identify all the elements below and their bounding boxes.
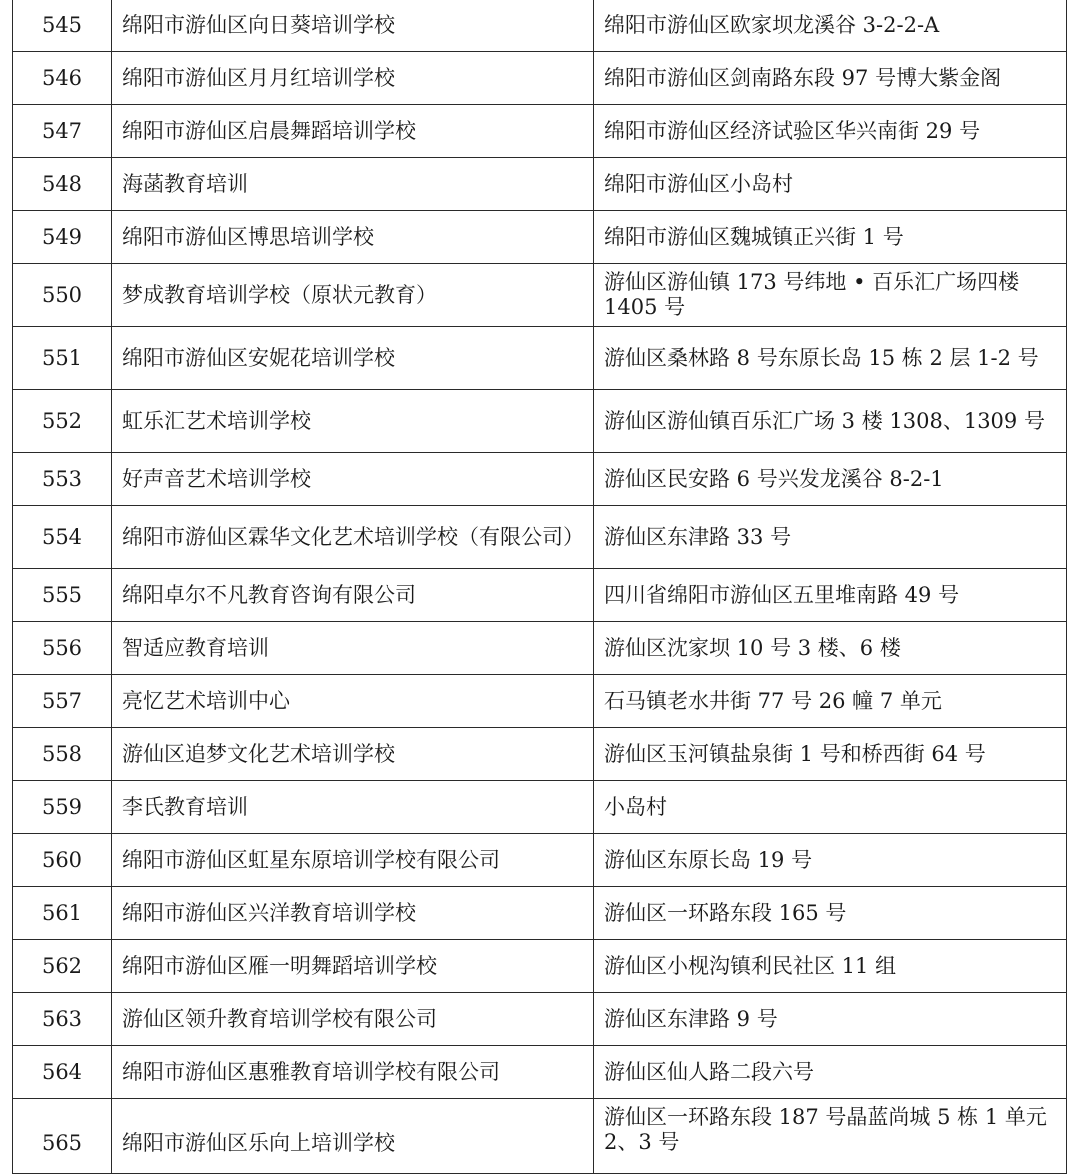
table-row [13,158,1067,211]
table-row [13,728,1067,781]
row-number: 555 [13,569,112,622]
institution-address: 游仙区东津路 9 号 [594,993,1067,1046]
row-number: 565 [13,1099,112,1174]
institution-table [12,0,1067,1174]
table-row [13,390,1067,453]
table-row [13,211,1067,264]
institution-name: 绵阳市游仙区乐向上培训学校 [112,1099,594,1174]
institution-address: 绵阳市游仙区魏城镇正兴街 1 号 [594,211,1067,264]
institution-address: 绵阳市游仙区小岛村 [594,158,1067,211]
row-number: 553 [13,453,112,506]
institution-name: 游仙区领升教育培训学校有限公司 [112,993,594,1046]
institution-name: 亮忆艺术培训中心 [112,675,594,728]
table-row [13,105,1067,158]
institution-address: 游仙区一环路东段 165 号 [594,887,1067,940]
institution-address: 小岛村 [594,781,1067,834]
row-number: 554 [13,506,112,569]
table-row [13,453,1067,506]
institution-address: 游仙区玉河镇盐泉街 1 号和桥西街 64 号 [594,728,1067,781]
table-row [13,887,1067,940]
table-row [13,52,1067,105]
institution-name: 绵阳市游仙区霖华文化艺术培训学校（有限公司） [112,506,594,569]
row-number: 558 [13,728,112,781]
institution-name: 游仙区追梦文化艺术培训学校 [112,728,594,781]
institution-name: 绵阳市游仙区博思培训学校 [112,211,594,264]
table-row [13,264,1067,327]
row-number: 557 [13,675,112,728]
row-number: 559 [13,781,112,834]
row-number: 547 [13,105,112,158]
institution-address: 游仙区沈家坝 10 号 3 楼、6 楼 [594,622,1067,675]
table-row [13,506,1067,569]
institution-name: 绵阳市游仙区安妮花培训学校 [112,327,594,390]
institution-address: 石马镇老水井街 77 号 26 幢 7 单元 [594,675,1067,728]
institution-address: 游仙区东津路 33 号 [594,506,1067,569]
table-row [13,675,1067,728]
institution-name: 绵阳市游仙区虹星东原培训学校有限公司 [112,834,594,887]
institution-address: 游仙区游仙镇 173 号纬地 • 百乐汇广场四楼 1405 号 [594,264,1067,327]
row-number: 551 [13,327,112,390]
institution-name: 海菡教育培训 [112,158,594,211]
institution-address: 游仙区桑林路 8 号东原长岛 15 栋 2 层 1-2 号 [594,327,1067,390]
row-number: 562 [13,940,112,993]
institution-name: 绵阳市游仙区向日葵培训学校 [112,0,594,52]
row-number: 548 [13,158,112,211]
institution-name: 绵阳市游仙区惠雅教育培训学校有限公司 [112,1046,594,1099]
institution-address: 游仙区游仙镇百乐汇广场 3 楼 1308、1309 号 [594,390,1067,453]
row-number: 560 [13,834,112,887]
institution-address: 游仙区仙人路二段六号 [594,1046,1067,1099]
institution-name: 智适应教育培训 [112,622,594,675]
institution-address: 游仙区东原长岛 19 号 [594,834,1067,887]
table-row [13,834,1067,887]
table-row [13,1046,1067,1099]
table-row [13,327,1067,390]
institution-name: 好声音艺术培训学校 [112,453,594,506]
table-row [13,0,1067,52]
table-row [13,993,1067,1046]
row-number: 545 [13,0,112,52]
table-row [13,940,1067,993]
institution-name: 绵阳市游仙区兴洋教育培训学校 [112,887,594,940]
institution-address: 四川省绵阳市游仙区五里堆南路 49 号 [594,569,1067,622]
row-number: 561 [13,887,112,940]
table-row [13,1099,1067,1174]
row-number: 549 [13,211,112,264]
table-row [13,569,1067,622]
table-row [13,622,1067,675]
institution-address: 绵阳市游仙区欧家坝龙溪谷 3-2-2-A [594,0,1067,52]
institution-address: 游仙区小枧沟镇利民社区 11 组 [594,940,1067,993]
row-number: 556 [13,622,112,675]
row-number: 564 [13,1046,112,1099]
institution-address: 绵阳市游仙区经济试验区华兴南街 29 号 [594,105,1067,158]
row-number: 563 [13,993,112,1046]
institution-address: 游仙区一环路东段 187 号晶蓝尚城 5 栋 1 单元 2、3 号 [594,1099,1067,1174]
institution-name: 绵阳市游仙区启晨舞蹈培训学校 [112,105,594,158]
row-number: 552 [13,390,112,453]
table-row [13,781,1067,834]
institution-name: 绵阳市游仙区月月红培训学校 [112,52,594,105]
institution-name: 绵阳卓尔不凡教育咨询有限公司 [112,569,594,622]
institution-name: 绵阳市游仙区雁一明舞蹈培训学校 [112,940,594,993]
row-number: 550 [13,264,112,327]
institution-name: 虹乐汇艺术培训学校 [112,390,594,453]
institution-address: 绵阳市游仙区剑南路东段 97 号博大紫金阁 [594,52,1067,105]
institution-name: 李氏教育培训 [112,781,594,834]
institution-address: 游仙区民安路 6 号兴发龙溪谷 8-2-1 [594,453,1067,506]
row-number: 546 [13,52,112,105]
institution-name: 梦成教育培训学校（原状元教育） [112,264,594,327]
